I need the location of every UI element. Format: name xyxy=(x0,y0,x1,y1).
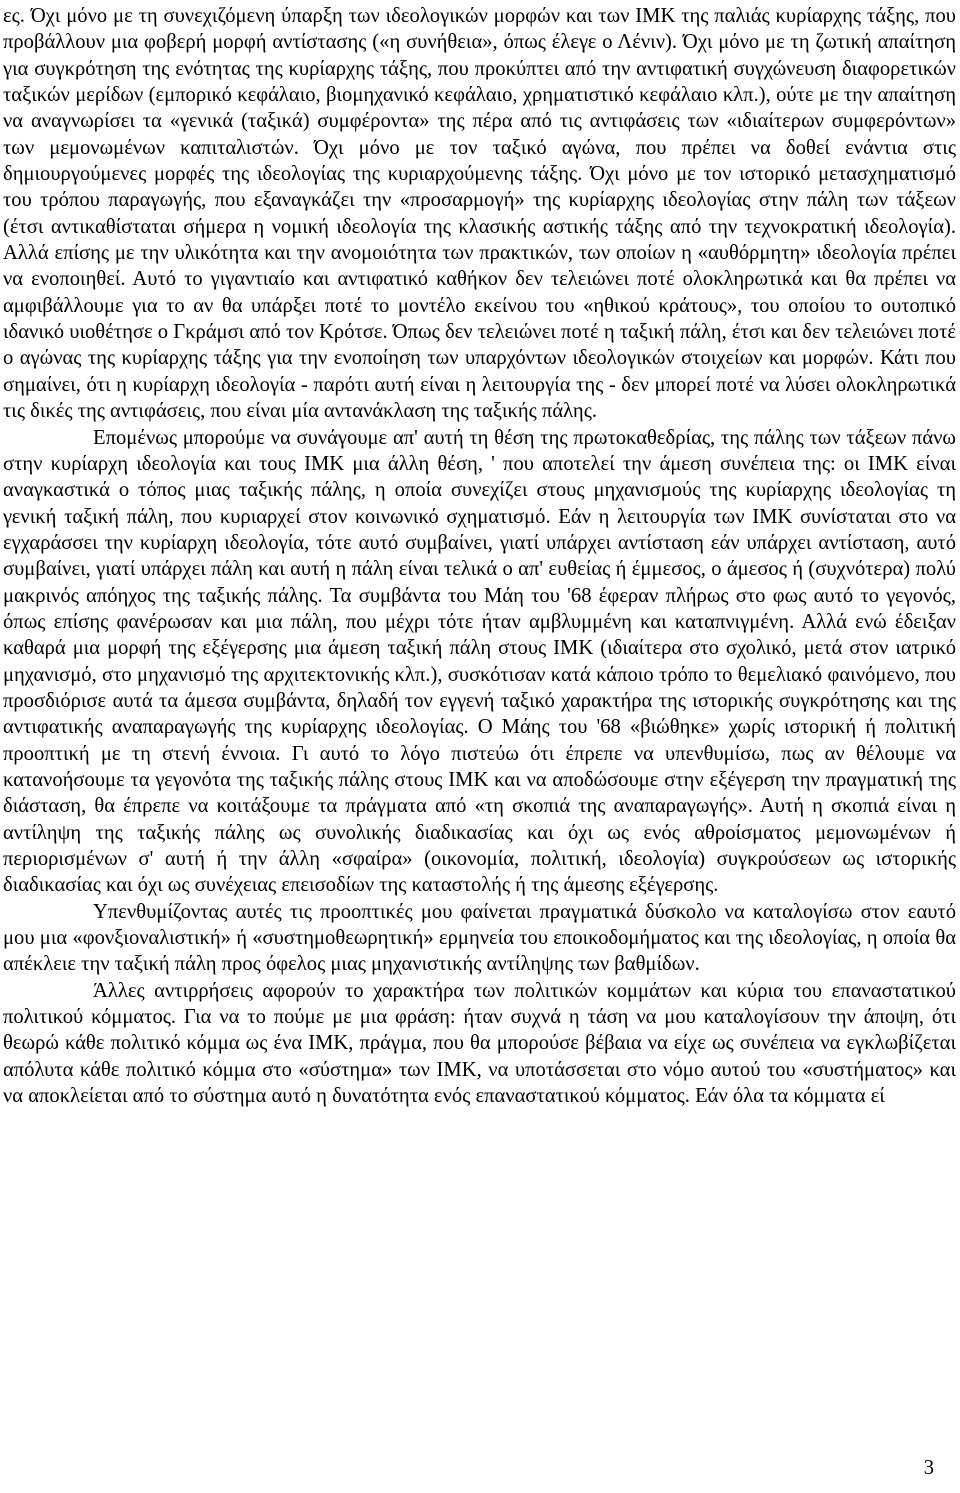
paragraph-3: Υπενθυμίζοντας αυτές τις προοπτικές μου φαίνεται πραγματικά δύσκολο να καταλογίσω στον εαυτό μου μια «φονξιοναλιστική» ή «συστημοθεωρητική» ερμηνεία του εποικοδομήματος και της ιδεολογίας, η οποία θα απέκλειε την ταξική πάλη προς όφελος μιας μηχανιστικής αντίληψης των βαθμίδων. xyxy=(3,900,956,976)
paragraph-2: Επομένως μπορούμε να συνάγουμε απ' αυτή τη θέση της πρωτοκαθεδρίας, της πάλης των τάξεων πάνω στην κυρίαρχη ιδεολογία και τους ΙΜΚ μια άλλη θέση, ' που αποτελεί την άμεση συνέπεια της: οι ΙΜΚ είναι αναγκαστικά ο τόπος μιας ταξικής πάλης, η οποία συνεχίζει στους μηχανισμούς της κυρίαρχης ιδεολογίας τη γενική ταξική πάλη, που κυριαρχεί στον κοινωνικό σχηματισμό. Εάν η λειτουργία των ΙΜΚ συνίσταται στο να εγχαράσσει την κυρίαρχη ιδεολογία, τότε αυτό συμβαίνει, γιατί υπάρχει αντίσταση εάν υπάρχει αντίσταση, αυτό συμβαίνει, γιατί υπάρχει πάλη και αυτή η πάλη είναι τελικά ο απ' ευθείας ή έμμεσος, ο άμεσος ή (συχνότερα) πολύ μακρινός απόηχος της ταξικής πάλης. Τα συμβάντα του Μάη του '68 έφεραν πλήρως στο φως αυτό το γεγονός, όπως επίσης φανέρωσαν και μια πάλη, που μέχρι τότε ήταν αμβλυμμένη και καταπνιγμένη. Αλλά ενώ έδειξαν καθαρά μια μορφή της εξέγερσης μια άμεση ταξική πάλη στους ΙΜΚ (ιδιαίτερα στο σχολικό, μετά στον ιατρικό μηχανισμό, στο μηχανισμό της αρχιτεκτονικής κλπ.), συσκότισαν κατά κάποιο τρόπο το θεμελιακό φαινόμενο, που προσδιόρισε αυτά τα άμεσα συμβάντα, δηλαδή τον εγγενή ταξικό χαρακτήρα της ιστορικής συγκρότησης και της αντιφατικής αναπαραγωγής της κυρίαρχης ιδεολογίας. Ο Μάης του '68 «βιώθηκε» χωρίς ιστορική ή πολιτική προοπτική με τη στενή έννοια. Γι αυτό το λόγο πιστεύω ότι έπρεπε να υπενθυμίσω, πως αν θέλουμε να κατανοήσουμε τα γεγονότα της ταξικής πάλης στους ΙΜΚ και να αποδώσουμε στην εξέγερση την πραγματική της διάσταση, θα έπρεπε να κοιτάξουμε τα πράγματα από «τη σκοπιά της αναπαραγωγής». Αυτή η σκοπιά είναι η αντίληψη της ταξικής πάλης ως συνολικής διαδικασίας και όχι ως ενός αθροίσματος μεμονωμένων ή περιορισμένων σ' αυτή ή την άλλη «σφαίρα» (οικονομία, πολιτική, ιδεολογία) συγκρούσεων ως ιστορικής διαδικασίας και όχι ως συνέχειας επεισοδίων της καταστολής ή της άμεσης εξέγερσης. xyxy=(3,426,956,897)
paragraph-4: Άλλες αντιρρήσεις αφορούν το χαρακτήρα των πολιτικών κομμάτων και κύρια του επαναστατικού πολιτικού κόμματος. Για να το πούμε με μια φράση: ήταν συχνά η τάση να μου καταλογίσουν την άποψη, ότι θεωρώ κάθε πολιτικό κόμμα ως ένα ΙΜΚ, πράγμα, που θα μπορούσε βέβαια να είχε ως συνέπεια να εγκλωβίζεται απόλυτα κάθε πολιτικό κόμμα στο «σύστημα» των ΙΜΚ, να υποτάσσεται στο νόμο αυτού του «συστήματος» και να αποκλείεται από το σύστημα αυτό η δυνατότητα ενός επαναστατικού κόμματος. Εάν όλα τα κόμματα εί xyxy=(3,979,956,1108)
paragraph-1: ες. Όχι μόνο με τη συνεχιζόμενη ύπαρξη των ιδεολογικών μορφών και των ΙΜΚ της παλιάς κυρίαρχης τάξης, που προβάλλουν μια φοβερή μορφή αντίστασης («η συνήθεια», όπως έλεγε ο Λένιν). Όχι μόνο με τη ζωτική απαίτηση για συγκρότηση της ενότητας της κυρίαρχης τάξης, που προκύπτει από την αντιφατική συγχώνευση διαφορετικών ταξικών μερίδων (εμπορικό κεφάλαιο, βιομηχανικό κεφάλαιο, χρηματιστικό κεφάλαιο κλπ.), ούτε με την απαίτηση να αναγνωρίσει τα «γενικά (ταξικά) συμφέροντα» της πέρα από τις αντιφάσεις των «ιδιαίτερων συμφερόντων» των μεμονωμένων καπιταλιστών. Όχι μόνο με τον ταξικό αγώνα, που πρέπει να δοθεί ενάντια στις δημιουργούμενες μορφές της ιδεολογίας της κυριαρχούμενης τάξης. Όχι μόνο με τον ιστορικό μετασχηματισμό του τρόπου παραγωγής, που εξαναγκάζει την «προσαρμογή» της κυρίαρχης ιδεολογίας στην πάλη των τάξεων (έτσι αντικαθίσταται σήμερα η νομική ιδεολογία της κλασικής αστικής τάξης από την τεχνοκρατική ιδεολογία). Αλλά επίσης με την υλικότητα και την ανομοιότητα των πρακτικών, των οποίων η «αυθόρμητη» ιδεολογία πρέπει να ενοποιηθεί. Αυτό το γιγαντιαίο και αντιφατικό καθήκον δεν τελειώνει ποτέ ολοκληρωτικά και θα πρέπει να αμφιβάλλουμε για το αν θα υπάρξει ποτέ το μοντέλο εκείνου του «ηθικού κράτους», του οποίου το ουτοπικό ιδανικό υιοθέτησε ο Γκράμσι από τον Κρότσε. Όπως δεν τελειώνει ποτέ η ταξική πάλη, έτσι και δεν τελειώνει ποτέ ο αγώνας της κυρίαρχης τάξης για την ενοποίηση των υπαρχόντων ιδεολογικών στοιχείων και μορφών. Κάτι που σημαίνει, ότι η κυρίαρχη ιδεολογία - παρότι αυτή είναι η λειτουργία της - δεν μπορεί ποτέ να λύσει ολοκληρωτικά τις δικές της αντιφάσεις, που είναι μία αντανάκλαση της ταξικής πάλης. xyxy=(3,5,956,423)
document-page xyxy=(3,0,956,1493)
page-number: 3 xyxy=(923,1457,934,1479)
body-text xyxy=(3,3,956,1109)
